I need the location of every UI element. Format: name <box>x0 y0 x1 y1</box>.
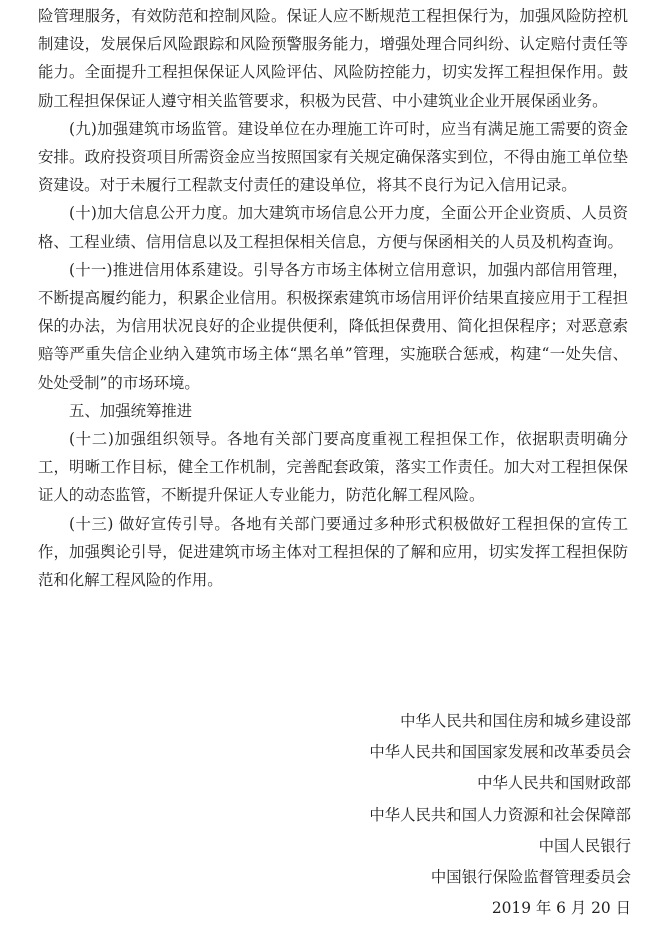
signatory-cbirc: 中国银行保险监督管理委员会 <box>430 868 631 887</box>
signature-block <box>369 706 631 924</box>
paragraph-continued: 险管理服务，有效防范和控制风险。保证人应不断规范工程担保行为，加强风险防控机制建设，发展保后风险跟踪和风险预警服务能力，增强处理合同纠纷、认定赔付责任等能力。全面提升工程担保保证人风险评估、风险防控能力，切实发挥工程担保作用。鼓励工程担保保证人遵守相关监管要求，积极为民营、中小建筑业企业开展保函业务。 <box>38 7 628 110</box>
signatory-pboc: 中国人民银行 <box>538 836 631 855</box>
signatory-mohrss: 中华人民共和国人力资源和社会保障部 <box>369 805 631 824</box>
document-body <box>38 2 628 594</box>
paragraph-item-10: (十)加大信息公开力度。加大建筑市场信息公开力度，全面公开企业资质、人员资格、工程业绩、信用信息以及工程担保相关信息，方便与保函相关的人员及机构查询。 <box>38 204 628 251</box>
paragraph-item-12: (十二)加强组织领导。各地有关部门要高度重视工程担保工作，依据职责明确分工，明晰工作目标，健全工作机制，完善配套政策，落实工作责任。加大对工程担保保证人的动态监管，不断提升保证人专业能力，防范化解工程风险。 <box>38 430 628 505</box>
signatory-mohurd: 中华人民共和国住房和城乡建设部 <box>400 712 631 730</box>
paragraph-item-9: (九)加强建筑市场监管。建设单位在办理施工许可时，应当有满足施工需要的资金安排。政府投资项目所需资金应当按照国家有关规定确保落实到位，不得由施工单位垫资建设。对于未履行工程款支付责任的建设单位，将其不良行为记入信用记录。 <box>38 119 628 195</box>
section-heading-5: 五、加强统筹推进 <box>69 401 193 420</box>
document-date: 2019 年 6 月 20 日 <box>491 899 631 918</box>
paragraph-item-11: (十一)推进信用体系建设。引导各方市场主体树立信用意识，加强内部信用管理，不断提高履约能力，积累企业信用。积极探索建筑市场信用评价结果直接应用于工程担保的办法，为信用状况良好的企业提供便利，降低担保费用、简化担保程序；对恶意索赔等严重失信企业纳入建筑市场主体“黑名单”管理，实施联合惩戒，构建“一处失信、处处受制”的市场环境。 <box>38 260 628 392</box>
signatory-mof: 中华人民共和国财政部 <box>477 774 631 793</box>
paragraph-item-13: (十三) 做好宣传引导。各地有关部门要通过多种形式积极做好工程担保的宣传工作，加强舆论引导，促进建筑市场主体对工程担保的了解和应用，切实发挥工程担保防范和化解工程风险的作用。 <box>38 514 628 590</box>
signatory-ndrc: 中华人民共和国国家发展和改革委员会 <box>369 743 631 762</box>
